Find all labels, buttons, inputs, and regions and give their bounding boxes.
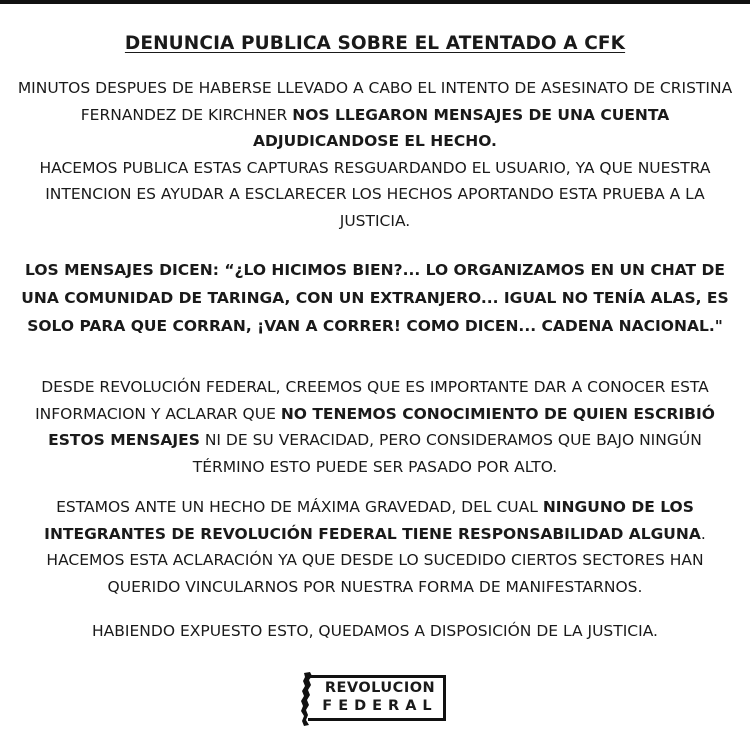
responsibility-bold-text: NINGUNO DE LOS INTEGRANTES DE REVOLUCIÓN FEDERAL TIENE RESPONSABILIDAD ALGUNA [44, 498, 701, 543]
logo-line-2: FEDERAL [322, 698, 438, 714]
intro-text-2: HACEMOS PUBLICA ESTAS CAPTURAS RESGUARDANDO EL USUARIO, YA QUE NUESTRA INTENCION ES AYUDAR A ESCLARECER LOS HECHOS APORTANDO ESTA PRUEBA A LA JUSTICIA. [39, 158, 711, 230]
paragraph-intro [10, 75, 740, 234]
statement-text-2: NI DE SU VERACIDAD, PERO CONSIDERAMOS QUE BAJO NINGÚN TÉRMINO ESTO PUEDE SER PASADO POR ALTO. [192, 431, 702, 476]
revolucion-federal-logo [298, 671, 450, 727]
responsibility-text: ESTAMOS ANTE UN HECHO DE MÁXIMA GRAVEDAD, DEL CUAL [56, 498, 543, 516]
responsibility-text-2: . HACEMOS ESTA ACLARACIÓN YA QUE DESDE LO SUCEDIDO CIERTOS SECTORES HAN QUERIDO VINCULARNOS POR NUESTRA FORMA DE MANIFESTARNOS. [46, 524, 706, 596]
paragraph-responsibility [10, 494, 740, 600]
paragraph-closing: HABIENDO EXPUESTO ESTO, QUEDAMOS A DISPOSICIÓN DE LA JUSTICIA. [92, 622, 658, 640]
statement-text: DESDE REVOLUCIÓN FEDERAL, CREEMOS QUE ES IMPORTANTE DAR A CONOCER ESTA INFORMACION Y ACLARAR QUE [35, 378, 709, 423]
logo-line-1: REVOLUCION [324, 680, 436, 696]
statement-bold-text: NO TENEMOS CONOCIMIENTO DE QUIEN ESCRIBIÓ ESTOS MENSAJES [48, 404, 715, 449]
page-title: DENUNCIA PUBLICA SOBRE EL ATENTADO A CFK [124, 33, 626, 54]
intro-bold-text: NOS LLEGARON MENSAJES DE UNA CUENTA ADJUDICANDOSE EL HECHO. [253, 105, 670, 150]
paragraph-messages: LOS MENSAJES DICEN: “¿LO HICIMOS BIEN?... LO ORGANIZAMOS EN UN CHAT DE UNA COMUNIDAD DE TARINGA, CON UN EXTRANJERO... IGUAL NO TENÍA ALAS, ES SOLO PARA QUE CORRAN, ¡VAN A CORRER! COMO DICEN... CADENA NACIONAL." [21, 261, 729, 335]
top-border [0, 0, 750, 4]
intro-text: MINUTOS DESPUES DE HABERSE LLEVADO A CABO EL INTENTO DE ASESINATO DE CRISTINA FERNANDEZ DE KIRCHNER [17, 79, 733, 124]
paragraph-statement [10, 374, 740, 480]
